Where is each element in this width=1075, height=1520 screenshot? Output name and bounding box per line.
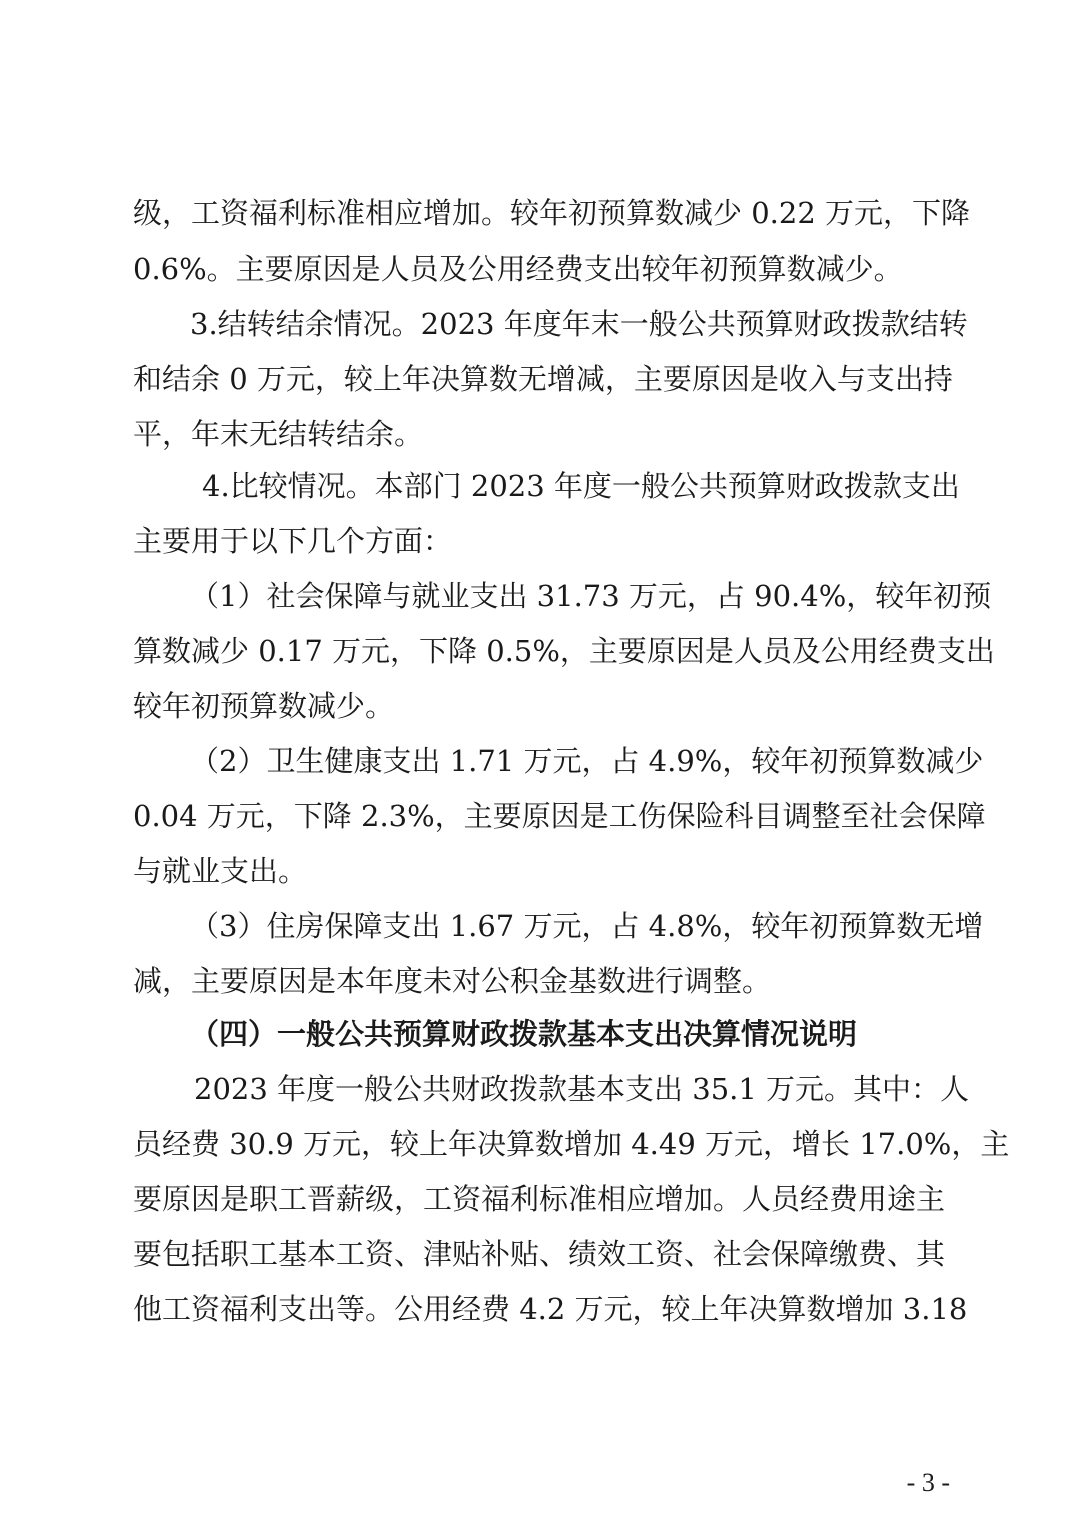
page-number: - 3 - (906, 1468, 950, 1497)
text-line: 4.比较情况。本部门 2023 年度一般公共预算财政拨款支出 (202, 469, 960, 503)
text-line: 和结余 0 万元，较上年决算数无增减，主要原因是收入与支出持 (133, 362, 953, 396)
text-line: 0.04 万元，下降 2.3%，主要原因是工伤保险科目调整至社会保障 (133, 799, 986, 833)
text-line: 算数减少 0.17 万元，下降 0.5%，主要原因是人员及公用经费支出 (133, 634, 995, 668)
text-line: 要包括职工基本工资、津贴补贴、绩效工资、社会保障缴费、其 (133, 1237, 946, 1271)
text-line: 2023 年度一般公共财政拨款基本支出 35.1 万元。其中：人 (194, 1072, 970, 1106)
text-line: 员经费 30.9 万元，较上年决算数增加 4.49 万元，增长 17.0%，主 (133, 1127, 1010, 1161)
text-line: 0.6%。主要原因是人员及公用经费支出较年初预算数减少。 (133, 252, 903, 286)
text-line: （1）社会保障与就业支出 31.73 万元，占 90.4%，较年初预 (190, 579, 992, 613)
text-line: 级，工资福利标准相应增加。较年初预算数减少 0.22 万元，下降 (133, 196, 971, 230)
text-line: 与就业支出。 (133, 854, 308, 888)
text-line: 他工资福利支出等。公用经费 4.2 万元，较上年决算数增加 3.18 (133, 1292, 968, 1326)
text-line: 较年初预算数减少。 (133, 689, 395, 723)
text-line: （3）住房保障支出 1.67 万元，占 4.8%，较年初预算数无增 (190, 909, 984, 943)
text-line: 3.结转结余情况。2023 年度年末一般公共预算财政拨款结转 (190, 307, 968, 341)
text-line: 减，主要原因是本年度未对公积金基数进行调整。 (133, 964, 772, 998)
text-line: 要原因是职工晋薪级，工资福利标准相应增加。人员经费用途主 (133, 1182, 946, 1216)
text-line: 平，年末无结转结余。 (133, 417, 424, 451)
text-line: （2）卫生健康支出 1.71 万元，占 4.9%，较年初预算数减少 (190, 744, 984, 778)
text-line: 主要用于以下几个方面： (133, 524, 453, 558)
section-heading: （四）一般公共预算财政拨款基本支出决算情况说明 (190, 1017, 858, 1051)
